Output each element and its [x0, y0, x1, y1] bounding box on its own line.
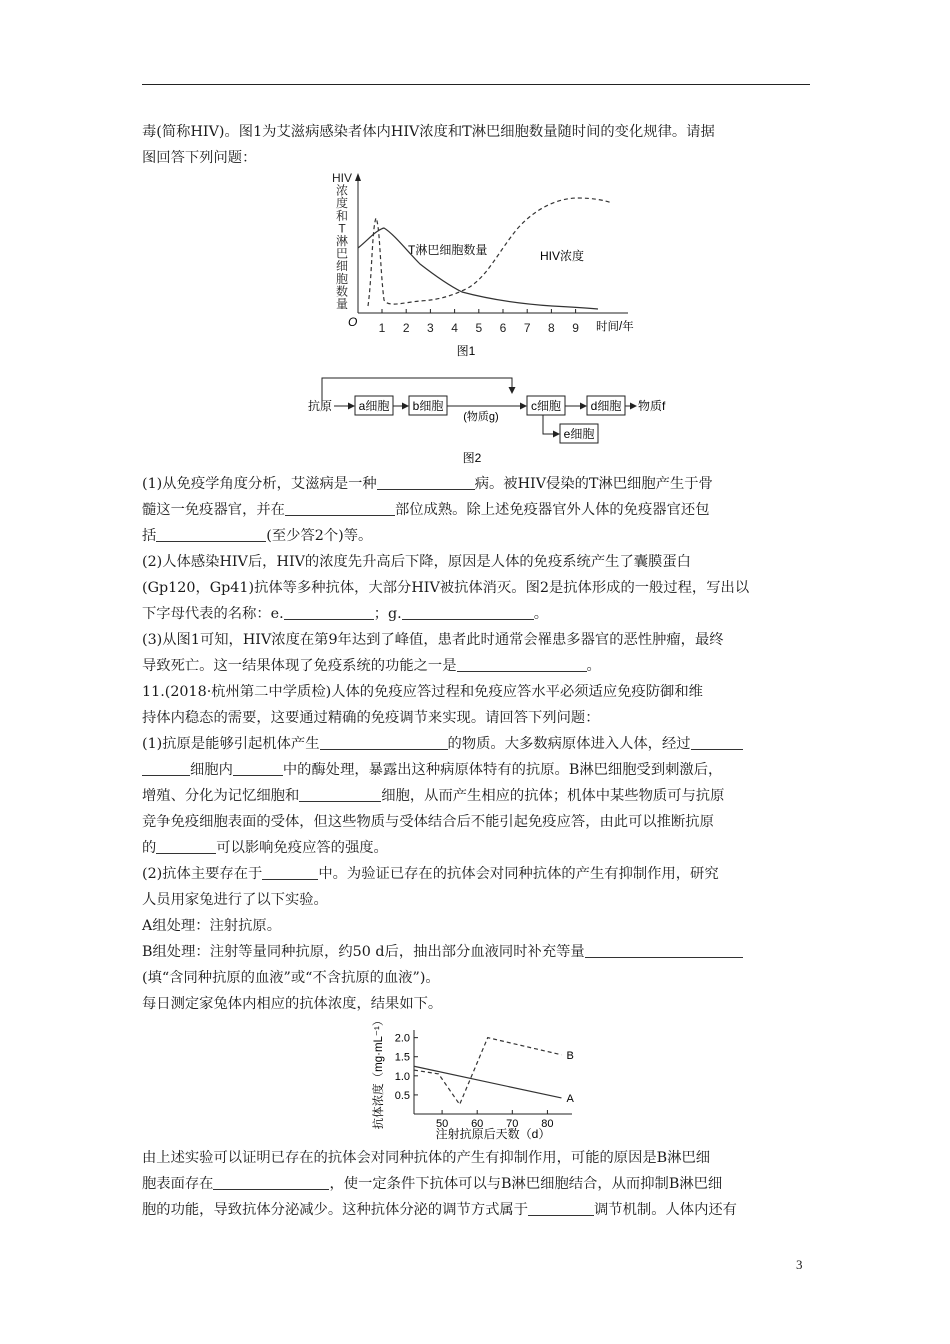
fig2-node-d-label: d细胞: [590, 399, 622, 413]
fig2-node-b-label: b细胞: [412, 399, 444, 413]
blank-immune-organs[interactable]: [156, 526, 266, 542]
blank-disease-type[interactable]: [377, 474, 475, 490]
q11-daily: 每日测定家兔体内相应的抗体浓度，结果如下。: [142, 996, 443, 1012]
blank-antigen-property[interactable]: [156, 838, 216, 854]
q10-p2-line3: 下字母代表的名称：e. ；g. 。: [142, 606, 548, 622]
fig1-x-tick-label: 2: [402, 321, 410, 335]
fig1-x-tick-label: 9: [572, 321, 579, 335]
fig1-y-label-char: 浓: [335, 183, 349, 198]
intro-line-2: 图回答下列问题：: [142, 150, 257, 166]
chart-x-label: 注射抗原后天数（d）: [435, 1127, 551, 1141]
q11-p1-line5: 的 可以影响免疫应答的强度。: [142, 840, 388, 856]
fig2-node-c-label: c细胞: [530, 399, 562, 413]
q11-group-b-line2: (填“含同种抗原的血液”或“不含抗原的血液”)。: [142, 970, 440, 986]
q11-p2-line1: (2)抗体主要存在于 中。为验证已存在的抗体会对同种抗体的产生有抑制作用，研究: [142, 866, 719, 882]
blank-e[interactable]: [284, 604, 374, 620]
q11-head-line2: 持体内稳态的需要，这要通过精确的免疫调节来实现。请回答下列问题：: [142, 710, 600, 726]
chart-x-tick-label: 50: [435, 1118, 449, 1130]
fig1-y-label-char: 量: [335, 297, 349, 311]
fig2-node-f: 物质f: [638, 399, 666, 413]
fig2-caption: 图2: [462, 451, 482, 465]
q10-p1-line2: 髓这一免疫器官，并在 部位成熟。除上述免疫器官外人体的免疫器官还包: [142, 502, 710, 518]
fig1-y-label-char: 数: [335, 284, 349, 299]
page-number: 3: [796, 1257, 803, 1272]
blank-cell-type-cont[interactable]: [142, 760, 190, 776]
q11-p2-line2: 人员用家兔进行了以下实验。: [142, 892, 328, 908]
q10-p2-line1: (2)人体感染HIV后，HIV的浓度先升高后下降，原因是人体的免疫系统产生了囊膜蛋白: [142, 554, 691, 570]
chart-series-A: [414, 1066, 561, 1098]
fig1-x-label: 时间/年: [596, 321, 634, 333]
figure-2: [300, 372, 666, 468]
fig2-g-label: (物质g): [463, 411, 499, 423]
blank-g[interactable]: [402, 604, 534, 620]
fig2-node-e-label: e细胞: [563, 427, 595, 441]
q10-p3-line2: 导致死亡。这一结果体现了免疫系统的功能之一是 。: [142, 658, 601, 674]
fig1-y-label-char: T: [338, 221, 346, 236]
q11-p1-line1: (1)抗原是能够引起机体产生 的物质。大多数病原体进入人体，经过: [142, 731, 810, 757]
chart-y-tick-label: 0.5: [394, 1089, 410, 1102]
blank-antigen-product[interactable]: [320, 734, 448, 750]
fig1-y-label-char: HIV: [331, 171, 353, 185]
intro-line-1: 毒(简称HIV)。图1为艾滋病感染者体内HIV浓度和T淋巴细胞数量随时间的变化规律。请据: [142, 124, 715, 140]
fig1-y-label-char: 巴: [335, 246, 349, 261]
antibody-chart: [362, 1014, 592, 1142]
blank-maturation-site[interactable]: [285, 500, 395, 516]
chart-y-tick-label: 1.0: [394, 1070, 410, 1083]
fig1-x-tick-label: 1: [378, 321, 386, 335]
q11-conclusion-line1: 由上述实验可以证明已存在的抗体会对同种抗体的产生有抑制作用，可能的原因是B淋巴细: [142, 1150, 711, 1166]
blank-organelle[interactable]: [233, 760, 283, 776]
figure-1: [322, 168, 642, 360]
q10-p1-line1: (1)从免疫学角度分析，艾滋病是一种 病。被HIV侵染的T淋巴细胞产生于骨: [142, 476, 713, 492]
q11-conclusion-line3: 胞的功能，导致抗体分泌减少。这种抗体分泌的调节方式属于 调节机制。人体内还有: [142, 1202, 737, 1218]
q10-p1-line3: 括 (至少答2个)等。: [142, 528, 373, 544]
q11-head-line1: 11.(2018·杭州第二中学质检)人体的免疫应答过程和免疫应答水平必须适应免疫防御和维: [142, 684, 703, 700]
fig1-x-tick-label: 7: [523, 321, 531, 335]
q11-group-a: A组处理：注射抗原。: [142, 918, 281, 934]
chart-series-label-A: A: [566, 1092, 574, 1105]
fig1-hiv-label: HIV浓度: [540, 249, 585, 263]
chart-y-tick-label: 1.5: [394, 1051, 410, 1064]
blank-receptor[interactable]: [213, 1174, 329, 1190]
fig1-x-tick-label: 8: [548, 321, 555, 335]
q10-p2-line2: (Gp120，Gp41)抗体等多种抗体，大部分HIV被抗体消灭。图2是抗体形成的一般过程，写出以: [142, 580, 750, 596]
blank-antibody-location[interactable]: [262, 864, 318, 880]
chart-series-label-B: B: [566, 1049, 574, 1062]
fig2-antigen: 抗原: [308, 399, 333, 413]
header-rule: [142, 84, 810, 85]
q11-p1-line4: 竞争免疫细胞表面的受体，但这些物质与受体结合后不能引起免疫应答，由此可以推断抗原: [142, 814, 714, 830]
fig1-y-label-char: 和: [335, 208, 349, 223]
fig1-origin: O: [348, 315, 358, 329]
fig1-y-label-char: 淋: [335, 234, 349, 248]
q11-p1-line3: 增殖、分化为记忆细胞和 细胞，从而产生相应的抗体；机体中某些物质可与抗原: [142, 788, 725, 804]
blank-blood-type[interactable]: [585, 942, 743, 958]
fig1-x-tick-label: 3: [427, 321, 434, 335]
q11-conclusion-line2: 胞表面存在 ，使一定条件下抗体可以与B淋巴细胞结合，从而抑制B淋巴细: [142, 1176, 723, 1192]
fig1-y-arrow: [355, 173, 361, 181]
blank-effector-cell[interactable]: [299, 786, 381, 802]
chart-y-label: 抗体浓度（mg·mL⁻¹）: [373, 1014, 385, 1130]
fig1-y-label-char: 细: [335, 259, 349, 274]
fig1-y-label-char: 胞: [335, 271, 349, 286]
chart-x-tick-label: 70: [506, 1118, 519, 1130]
fig1-caption: 图1: [456, 344, 476, 358]
blank-cell-type[interactable]: [691, 734, 743, 750]
chart-y-tick-label: 2.0: [394, 1032, 410, 1045]
fig2-node-a-label: a细胞: [358, 399, 390, 413]
fig1-y-label-char: 度: [335, 196, 349, 211]
q10-p3-line1: (3)从图1可知，HIV浓度在第9年达到了峰值，患者此时通常会罹患多器官的恶性肿瘤，最终: [142, 632, 724, 648]
fig1-x-tick-label: 5: [475, 321, 483, 335]
fig1-x-tick-label: 6: [499, 321, 507, 335]
q11-p1-line2: 细胞内 中的酶处理，暴露出这种病原体特有的抗原。B淋巴细胞受到刺激后，: [142, 757, 810, 783]
fig1-t-cell-label: T淋巴细胞数量: [408, 243, 488, 257]
q11-group-b-line1: B组处理：注射等量同种抗原，约50 d后，抽出部分血液同时补充等量: [142, 939, 810, 965]
fig1-t-cell-curve: [358, 228, 598, 309]
blank-regulation-type[interactable]: [528, 1200, 594, 1216]
chart-x-tick-label: 60: [471, 1118, 484, 1130]
chart-x-tick-label: 80: [541, 1118, 554, 1130]
blank-immune-function[interactable]: [457, 656, 587, 672]
fig1-x-tick-label: 4: [451, 321, 458, 335]
